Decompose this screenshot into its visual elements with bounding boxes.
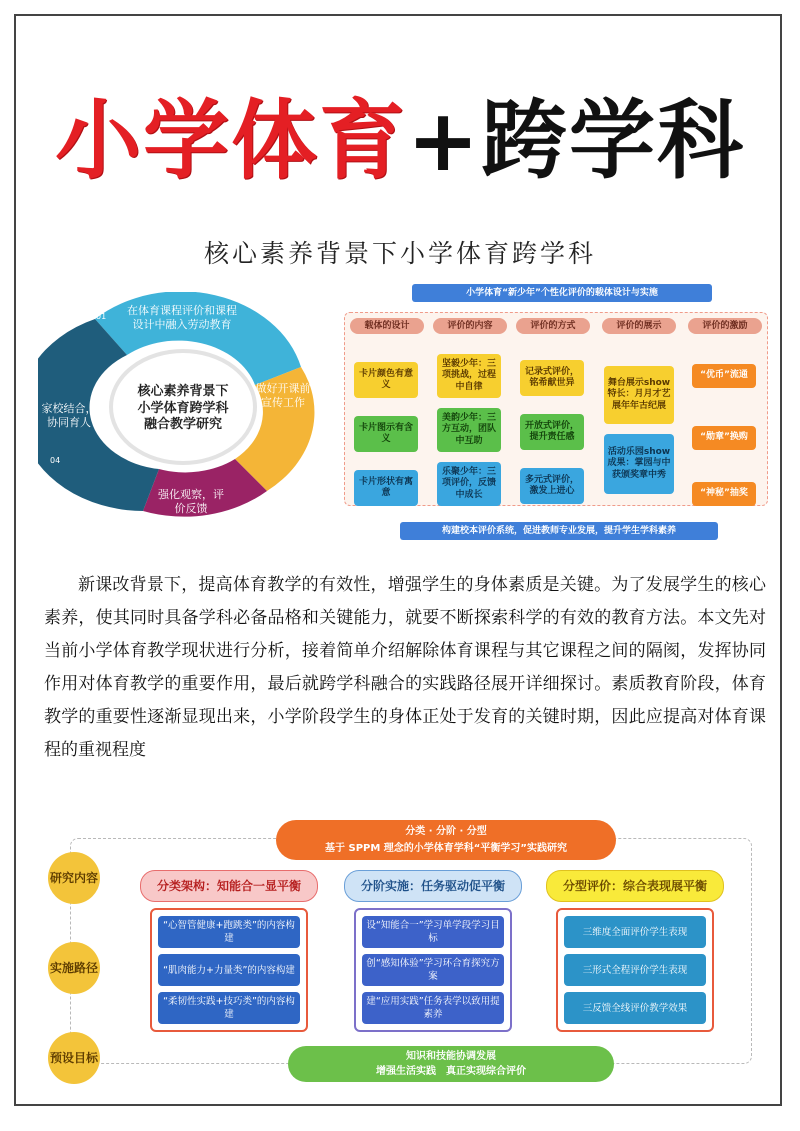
- row-label: 实施路径: [48, 942, 100, 994]
- page-subtitle: 核心素养背景下小学体育跨学科: [203, 239, 596, 268]
- ring-label-right: 做好开课前宣传工作: [255, 382, 311, 409]
- flow-header: 评价的展示: [602, 318, 676, 334]
- ring-number-04: 04: [50, 456, 61, 465]
- row-label: 预设目标: [48, 1032, 100, 1084]
- row-label: 研究内容: [48, 852, 100, 904]
- column-item: 三形式全程评价学生表现: [564, 954, 706, 986]
- ring-center-text: [128, 362, 238, 456]
- column-item: 设“知能合一”学习单学段学习目标: [362, 916, 504, 948]
- ring-diagram: [38, 292, 328, 522]
- column-item: “柔韧性实践+技巧类”的内容构建: [158, 992, 300, 1024]
- evaluation-flowchart: [340, 284, 770, 546]
- flow-top-bar: 小学体育“新少年”个性化评价的载体设计与实施: [412, 284, 712, 302]
- column-head: 分型评价：综合表现展平衡: [546, 870, 724, 902]
- flow-cell: 卡片图示有含义: [354, 416, 418, 452]
- flow-cell: “神秘”抽奖: [692, 482, 756, 506]
- column-item: 三反馈全线评价教学效果: [564, 992, 706, 1024]
- flow-cell: 卡片形状有寓意: [354, 470, 418, 506]
- flow-cell: 坚毅少年：三项挑战，过程中自律: [437, 354, 501, 398]
- title-part-red: 小学体育: [54, 91, 407, 191]
- column-item: “心智管健康+跑跳类”的内容构建: [158, 916, 300, 948]
- flow-cell: 乐聚少年：三项评价，反馈中成长: [437, 462, 501, 506]
- flow-cell: “优币”流通: [692, 364, 756, 388]
- column-item: 建“应用实践”任务表学以致用提素养: [362, 992, 504, 1024]
- column-item: 三维度全面评价学生表现: [564, 916, 706, 948]
- flow-bottom-bar: 构建校本评价系统，促进教师专业发展，提升学生学科素养: [400, 522, 718, 540]
- ring-center-line: 小学体育跨学科: [137, 400, 229, 416]
- ring-label-left: 家校结合，协同育人: [41, 402, 97, 429]
- flow-cell: 卡片颜色有意义: [354, 362, 418, 398]
- column-item: 创“感知体验”学习环合育探究方案: [362, 954, 504, 986]
- ring-label-bottom: 强化观察，评价反馈: [158, 488, 224, 515]
- flow-cell: 多元式评价，激发上进心: [520, 468, 584, 504]
- body-paragraph: [44, 569, 766, 767]
- research-bottom-line: 知识和技能协调发展: [406, 1051, 496, 1062]
- research-bottom-oval: [288, 1046, 614, 1082]
- ring-number-01: 01: [96, 312, 107, 321]
- flow-cell: 舞台展示show特长：月月才艺展年年古纪展: [604, 366, 674, 424]
- ring-center-line: 融合教学研究: [143, 417, 222, 433]
- flow-cell: 活动乐园show成果：掌园与中获颁奖章中秀: [604, 434, 674, 494]
- flow-cell: 记录式评价，铭希献世异: [520, 360, 584, 396]
- page-title: [0, 91, 800, 191]
- body-text: 新课改背景下，提高体育教学的有效性，增强学生的身体素质是关键。为了发展学生的核心素养，使其同时具备学科必备品格和关键能力，就要不断探索科学的有效的教育方法。本文先对当前小学体育教学现状进行分析，接着简单介绍解除体育课程与其它课程之间的隔阂，发挥协同作用对体育教学的重要作用，最后就跨学科融合的实践路径展开详细探讨。素质教育阶段，体育教学的重要性逐渐显现出来，小学阶段学生的身体正处于发育的关键时期，因此应提高对体育课程的重视程度: [44, 575, 766, 760]
- flow-header: 评价的方式: [516, 318, 590, 334]
- column-head: 分阶实施：任务驱动促平衡: [344, 870, 522, 902]
- flow-cell: 美韵少年：三方互动，团队中互助: [437, 408, 501, 452]
- research-top-oval: [276, 820, 616, 860]
- research-diagram: [40, 820, 770, 1090]
- flow-header: 载体的设计: [350, 318, 424, 334]
- ring-label-top: 在体育课程评价和课程设计中融入劳动教育: [127, 304, 237, 331]
- research-bottom-line: 增强生活实践 真正实现综合评价: [376, 1066, 526, 1077]
- flow-header: 评价的激励: [688, 318, 762, 334]
- ring-center-line: 核心素养背景下: [137, 383, 229, 399]
- flow-header: 评价的内容: [433, 318, 507, 334]
- flow-cell: “勋章”换购: [692, 426, 756, 450]
- title-part-black: +跨学科: [406, 91, 746, 191]
- flow-cell: 开放式评价，提升责任感: [520, 414, 584, 450]
- column-head: 分类架构：知能合一显平衡: [140, 870, 318, 902]
- column-item: “肌肉能力+力量类”的内容构建: [158, 954, 300, 986]
- research-top-line: 分类 · 分阶 · 分型: [405, 826, 487, 837]
- research-top-line: 基于 SPPM 理念的小学体育学科“平衡学习”实践研究: [325, 843, 567, 854]
